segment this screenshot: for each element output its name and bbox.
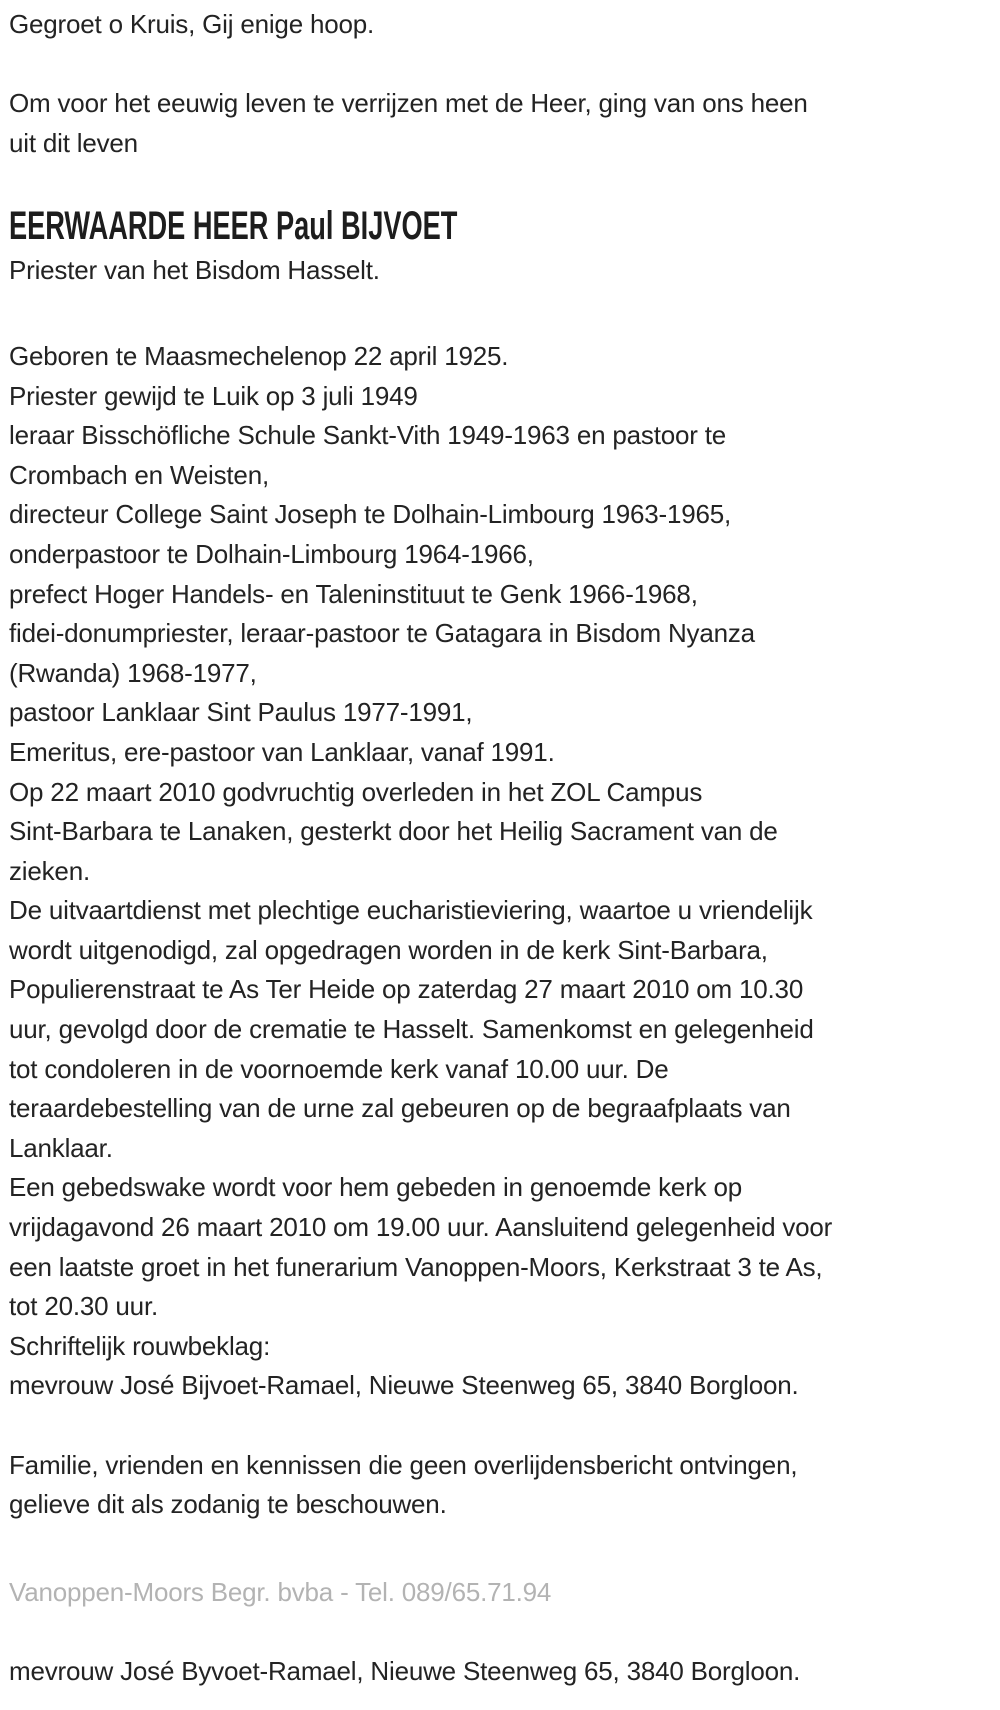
obituary-line: pastoor Lanklaar Sint Paulus 1977-1991, bbox=[9, 697, 473, 728]
intro-line: uit dit leven bbox=[9, 127, 138, 158]
obituary-line: (Rwanda) 1968-1977, bbox=[9, 657, 257, 688]
spacer bbox=[9, 45, 992, 85]
obituary-line: Geboren te Maasmechelenop 22 april 1925. bbox=[9, 340, 509, 371]
intro-line: Om voor het eeuwig leven te verrijzen met de Heer, ging van ons heen bbox=[9, 88, 808, 119]
obituary-line: directeur College Saint Joseph te Dolhain-Limbourg 1963-1965, bbox=[9, 499, 732, 530]
obituary-line: Een gebedswake wordt voor hem gebeden in genoemde kerk op bbox=[9, 1172, 742, 1203]
obituary-line: mevrouw José Bijvoet-Ramael, Nieuwe Steenweg 65, 3840 Borgloon. bbox=[9, 1370, 799, 1401]
obituary-line: Priester gewijd te Luik op 3 juli 1949 bbox=[9, 380, 418, 411]
footer-contact-line: mevrouw José Byvoet-Ramael, Nieuwe Steenweg 65, 3840 Borgloon. bbox=[9, 1656, 801, 1687]
greeting-line: Gegroet o Kruis, Gij enige hoop. bbox=[9, 9, 375, 39]
obituary-line: zieken. bbox=[9, 855, 90, 886]
obituary-line: Emeritus, ere-pastoor van Lanklaar, vanaf 1991. bbox=[9, 736, 555, 767]
spacer bbox=[9, 291, 992, 337]
obituary-line: Lanklaar. bbox=[9, 1132, 113, 1163]
obituary-line: wordt uitgenodigd, zal opgedragen worden in de kerk Sint-Barbara, bbox=[9, 934, 768, 965]
spacer bbox=[9, 1612, 992, 1652]
obituary-line: uur, gevolgd door de crematie te Hasselt. Samenkomst en gelegenheid bbox=[9, 1014, 814, 1045]
obituary-line: leraar Bisschöfliche Schule Sankt-Vith 1949-1963 en pastoor te bbox=[9, 420, 727, 451]
notice-line: Familie, vrienden en kennissen die geen overlijdensbericht ontvingen, bbox=[9, 1449, 798, 1480]
obituary-line: prefect Hoger Handels- en Taleninstituut te Genk 1966-1968, bbox=[9, 578, 698, 609]
obituary-line: Sint-Barbara te Lanaken, gesterkt door het Heilig Sacrament van de bbox=[9, 816, 778, 847]
spacer bbox=[9, 1525, 992, 1573]
funeral-home-credit: Vanoppen-Moors Begr. bvba - Tel. 089/65.71.94 bbox=[9, 1576, 552, 1607]
obituary-line: teraardebestelling van de urne zal gebeuren op de begraafplaats van bbox=[9, 1093, 791, 1124]
obituary-line: onderpastoor te Dolhain-Limbourg 1964-1966, bbox=[9, 538, 534, 569]
obituary-line: Op 22 maart 2010 godvruchtig overleden in het ZOL Campus bbox=[9, 776, 703, 807]
spacer bbox=[9, 1406, 992, 1446]
notice-line: gelieve dit als zodanig te beschouwen. bbox=[9, 1489, 447, 1520]
deceased-name-title: EERWAARDE HEER Paul BIJVOET bbox=[9, 204, 458, 249]
obituary-line: Populierenstraat te As Ter Heide op zaterdag 27 maart 2010 om 10.30 bbox=[9, 974, 804, 1005]
obituary-line: een laatste groet in het funerarium Vanoppen-Moors, Kerkstraat 3 te As, bbox=[9, 1251, 823, 1282]
deceased-subtitle: Priester van het Bisdom Hasselt. bbox=[9, 255, 380, 286]
obituary-line: tot condoleren in de voornoemde kerk vanaf 10.00 uur. De bbox=[9, 1053, 669, 1084]
obituary-line: De uitvaartdienst met plechtige eucharistieviering, waartoe u vriendelijk bbox=[9, 895, 813, 926]
obituary-line: vrijdagavond 26 maart 2010 om 19.00 uur. Aansluitend gelegenheid voor bbox=[9, 1212, 833, 1243]
obituary-line: Crombach en Weisten, bbox=[9, 459, 269, 490]
obituary-line: Schriftelijk rouwbeklag: bbox=[9, 1330, 271, 1361]
obituary-line: tot 20.30 uur. bbox=[9, 1291, 158, 1322]
obituary-line: fidei-donumpriester, leraar-pastoor te Gatagara in Bisdom Nyanza bbox=[9, 618, 755, 649]
